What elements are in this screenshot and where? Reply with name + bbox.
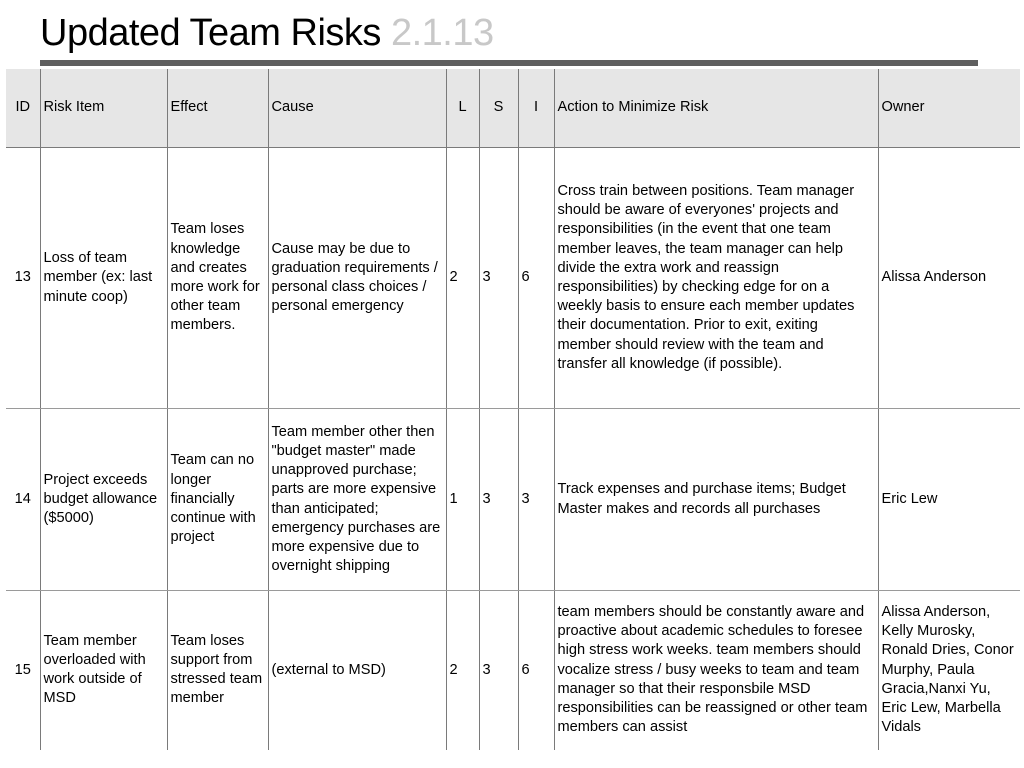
header-severity: S — [479, 69, 518, 148]
table-header-row — [6, 69, 1020, 148]
cell-action: team members should be constantly aware and proactive about academic schedules to foresee high stress work weeks. team members should vocalize stress / busy weeks to team and team manager so that their responsbile MSD responsibilities can be reassigned or other team members can assist — [554, 591, 878, 750]
cell-owner: Alissa Anderson, Kelly Murosky, Ronald Dries, Conor Murphy, Paula Gracia,Nanxi Yu, Eric Lew, Marbella Vidals — [878, 591, 1020, 750]
cell-effect: Team loses knowledge and creates more work for other team members. — [167, 148, 268, 409]
header-risk-item: Risk Item — [40, 69, 167, 148]
cell-importance: 3 — [518, 409, 554, 591]
cell-importance: 6 — [518, 148, 554, 409]
table-row — [6, 409, 1020, 591]
cell-cause: Team member other then "budget master" made unapproved purchase; parts are more expensive than anticipated; emergency purchases are more expensive due to overnight shipping — [268, 409, 446, 591]
cell-likelihood: 1 — [446, 409, 479, 591]
header-action: Action to Minimize Risk — [554, 69, 878, 148]
header-cause: Cause — [268, 69, 446, 148]
section-number: 2.1.13 — [390, 12, 494, 54]
cell-action: Track expenses and purchase items; Budget Master makes and records all purchases — [554, 409, 878, 591]
cell-owner: Eric Lew — [878, 409, 1020, 591]
cell-risk-item: Loss of team member (ex: last minute coop) — [40, 148, 167, 409]
cell-owner: Alissa Anderson — [878, 148, 1020, 409]
header-id: ID — [6, 69, 40, 148]
cell-id: 13 — [6, 148, 40, 409]
cell-severity: 3 — [479, 148, 518, 409]
cell-id: 14 — [6, 409, 40, 591]
header-likelihood: L — [446, 69, 479, 148]
header-importance: I — [518, 69, 554, 148]
header-owner: Owner — [878, 69, 1020, 148]
cell-action: Cross train between positions. Team manager should be aware of everyones' projects and responsibilities (in the event that one team member leaves, the team manager can help divide the extra work and reassign responsibilities) by checking edge for on a weekly basis to ensure each member updates their documentation. Prior to exit, exiting member should review with the team and transfer all knowledge (if possible). — [554, 148, 878, 409]
cell-likelihood: 2 — [446, 148, 479, 409]
header-effect: Effect — [167, 69, 268, 148]
slide-title — [40, 10, 494, 56]
risk-table — [6, 69, 1020, 750]
cell-effect: Team can no longer financially continue with project — [167, 409, 268, 591]
cell-cause: Cause may be due to graduation requirements / personal class choices / personal emergency — [268, 148, 446, 409]
cell-cause: (external to MSD) — [268, 591, 446, 750]
cell-likelihood: 2 — [446, 591, 479, 750]
table-row — [6, 148, 1020, 409]
cell-severity: 3 — [479, 409, 518, 591]
cell-id: 15 — [14, 661, 31, 678]
cell-importance: 6 — [518, 591, 554, 750]
cell-risk-item: Project exceeds budget allowance ($5000) — [40, 409, 167, 591]
cell-risk-item: Team member overloaded with work outside of MSD — [40, 591, 167, 750]
cell-effect: Team loses support from stressed team member — [167, 591, 268, 750]
title-underline-bar — [40, 60, 978, 66]
table-row — [6, 591, 1020, 750]
cell-severity: 3 — [479, 591, 518, 750]
title-text: Updated Team Risks — [40, 12, 381, 54]
